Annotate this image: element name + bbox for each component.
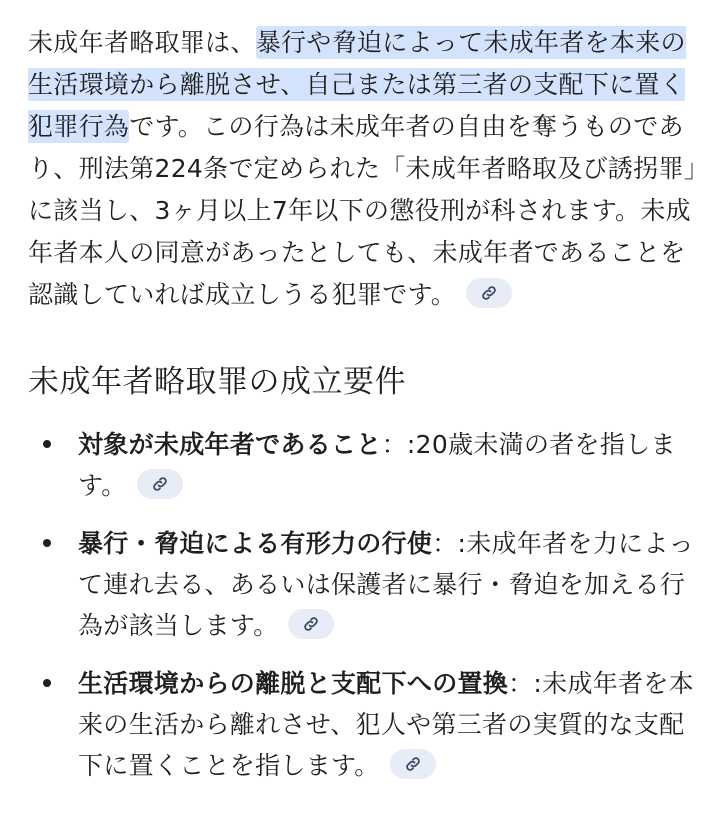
source-link-chip[interactable] — [288, 609, 334, 639]
list-item — [28, 663, 700, 786]
list-item — [28, 523, 700, 646]
requirement-term: 生活環境からの離脱と支配下への置換 — [78, 669, 509, 698]
requirement-desc: 20歳未満の者を指します。 — [78, 430, 676, 500]
requirement-separator: ：: — [432, 529, 467, 558]
source-link-chip[interactable] — [390, 749, 436, 779]
requirement-separator: ：: — [381, 430, 416, 459]
intro-text-before: 未成年者略取罪は、 — [28, 28, 256, 57]
bullet-dot — [43, 440, 51, 448]
link-icon — [302, 615, 320, 633]
intro-paragraph — [28, 22, 700, 316]
source-link-chip[interactable] — [137, 469, 183, 499]
link-icon — [404, 755, 422, 773]
requirement-desc: 未成年者を力によって連れ去る、あるいは保護者に暴行・脅迫を加える行為が該当します。 — [78, 529, 694, 640]
section-title: 未成年者略取罪の成立要件 — [28, 364, 406, 400]
requirements-list — [28, 424, 700, 786]
bullet-dot — [43, 679, 51, 687]
requirement-separator: ：: — [508, 669, 543, 698]
link-icon — [151, 475, 169, 493]
link-icon — [480, 284, 498, 302]
answer-content — [28, 22, 700, 803]
requirement-term: 対象が未成年者であること — [78, 430, 382, 459]
intro-highlight[interactable]: 暴行や脅迫によって未成年者を本来の生活環境から離脱させ、自己または第三者の支配下に置く犯罪行為 — [28, 28, 686, 141]
bullet-dot — [43, 539, 51, 547]
source-link-chip[interactable] — [466, 278, 512, 308]
requirement-term: 暴行・脅迫による有形力の行使 — [78, 529, 433, 558]
intro-text-after: です。この行為は未成年者の自由を奪うものであり、刑法第224条で定められた「未成年者略取及び誘拐罪」に該当し、3ヶ月以上7年以下の懲役刑が科されます。未成年者本人の同意があったとしても、未成年者であることを認識していれば成立しうる犯罪です。 — [28, 112, 697, 309]
list-item — [28, 424, 700, 506]
requirement-desc: 未成年者を本来の生活から離れさせ、犯人や第三者の実質的な支配下に置くことを指します。 — [78, 669, 694, 780]
